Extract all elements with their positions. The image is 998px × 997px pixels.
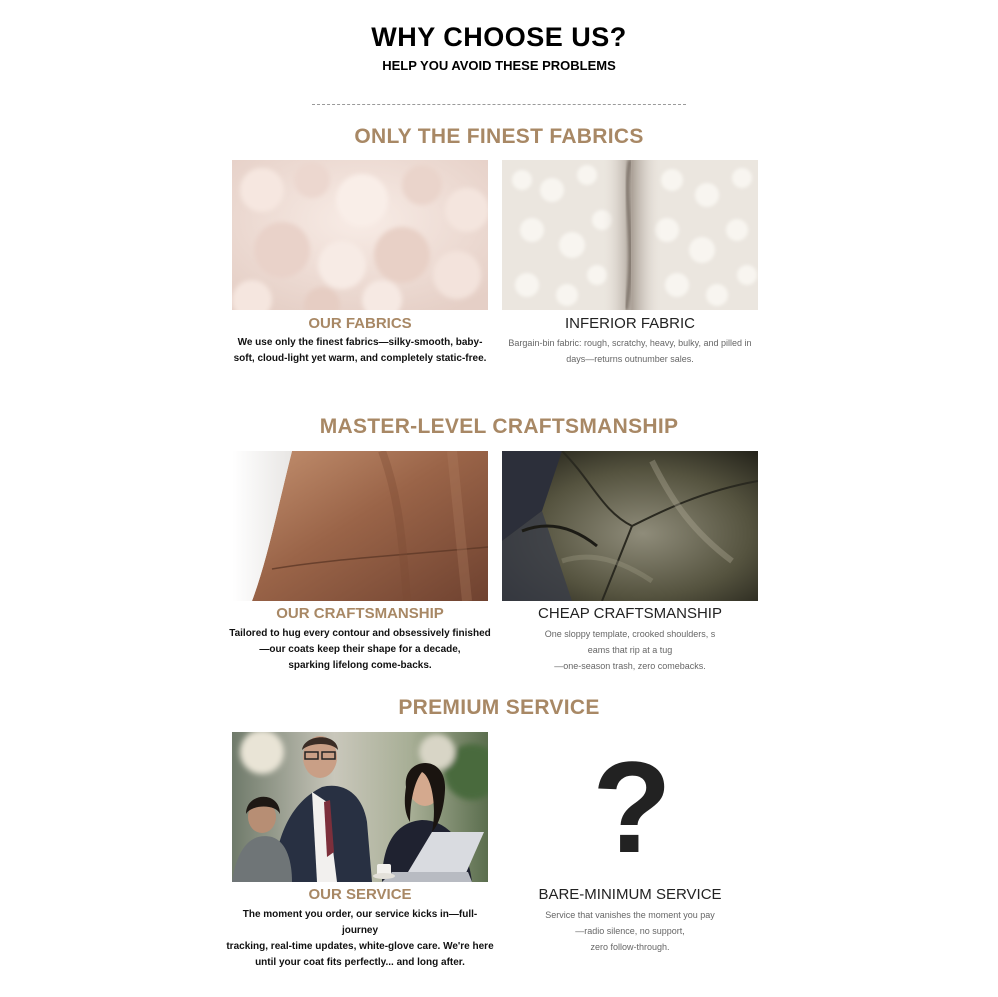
text-line: zero follow-through. — [590, 942, 670, 952]
dashed-divider — [312, 104, 686, 105]
question-mark-icon: ? — [592, 734, 672, 880]
page-title: WHY CHOOSE US? — [371, 22, 627, 52]
inferior-fabric-text — [495, 335, 765, 367]
our-craftsmanship-text — [225, 626, 495, 674]
our-fabric-image — [232, 160, 488, 310]
text-line: —radio silence, no support, — [575, 926, 685, 936]
text-line: Service that vanishes the moment you pay — [545, 910, 715, 920]
our-service-text — [225, 907, 495, 971]
bare-minimum-service-title: BARE-MINIMUM SERVICE — [538, 886, 722, 903]
page-subtitle: HELP YOU AVOID THESE PROBLEMS — [382, 58, 616, 73]
inferior-fabric-title: INFERIOR FABRIC — [564, 315, 695, 332]
our-fabrics-text — [225, 335, 495, 367]
text-line: Tailored to hug every contour and obsessively finished — [229, 628, 491, 639]
our-fabrics-title: OUR FABRICS — [308, 315, 412, 332]
cheap-craftsmanship-image — [502, 451, 758, 601]
our-service-title: OUR SERVICE — [308, 886, 412, 903]
text-line: eams that rip at a tug — [587, 645, 673, 655]
cheap-craftsmanship-title: CHEAP CRAFTSMANSHIP — [538, 605, 722, 622]
section-title-craftsmanship: MASTER-LEVEL CRAFTSMANSHIP — [319, 415, 679, 438]
cheap-craftsmanship-text — [495, 626, 765, 674]
our-craftsmanship-title: OUR CRAFTSMANSHIP — [276, 605, 444, 622]
text-line: The moment you order, our service kicks in—full-journey — [242, 909, 478, 936]
our-service-image — [232, 732, 488, 882]
text-line: Bargain-bin fabric: rough, scratchy, heavy, bulky, and pilled in — [508, 338, 752, 348]
bare-minimum-service-text — [495, 907, 765, 955]
text-line: —our coats keep their shape for a decade, — [259, 644, 461, 655]
text-line: tracking, real-time updates, white-glove care. We're here — [226, 941, 494, 952]
text-line: until your coat fits perfectly... and long after. — [255, 957, 465, 968]
text-line: We use only the finest fabrics—silky-smooth, baby- — [237, 337, 483, 348]
text-line: sparking lifelong come-backs. — [288, 660, 432, 671]
our-craftsmanship-image — [232, 451, 488, 601]
text-line: days—returns outnumber sales. — [566, 354, 694, 364]
text-line: —one-season trash, zero comebacks. — [554, 661, 706, 671]
text-line: One sloppy template, crooked shoulders, s — [544, 629, 716, 639]
section-title-fabrics: ONLY THE FINEST FABRICS — [354, 125, 644, 148]
section-title-service: PREMIUM SERVICE — [398, 696, 600, 719]
text-line: soft, cloud-light yet warm, and completely static-free. — [233, 353, 487, 364]
inferior-fabric-image — [502, 160, 758, 310]
